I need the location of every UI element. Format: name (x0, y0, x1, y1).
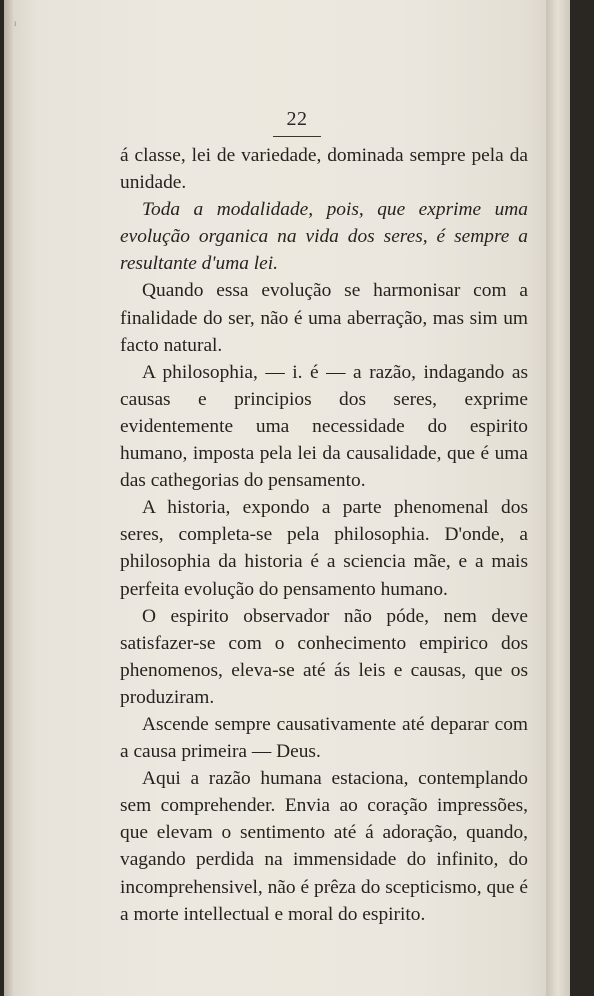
paragraph-4: A philosophia, — i. é — a razão, indagando as causas e principios dos seres, exprime evidentemente uma necessidade do espirito humano, imposta pela lei da causalidade, que é uma das cathegorias do pensamento. (120, 361, 528, 492)
paragraph-7: Ascende sempre causativamente até deparar com a causa primeira — Deus. (120, 713, 528, 763)
paragraph-8: Aqui a razão humana estaciona, contemplando sem comprehender. Envia ao coração impressões, que elevam o sentimento até á adoração, quando, vagando perdida na immensidade do infinito, do incomprehensivel, não é prêza do scepticismo, que é a morte intellectual e moral do espirito. (120, 768, 528, 925)
page-edge (546, 0, 570, 996)
paragraph-2-italic: Toda a modalidade, pois, que exprime uma evolução organica na vida dos seres, é sempre a resultante d'uma lei. (120, 199, 528, 275)
page-number-rule (273, 136, 321, 137)
gutter-shadow (4, 0, 14, 996)
corner-mark: ı (14, 18, 17, 28)
body-text (120, 142, 528, 928)
paragraph-3: Quando essa evolução se harmonisar com a finalidade do ser, não é uma aberração, mas sim um facto natural. (120, 280, 528, 356)
page-number: 22 (286, 108, 308, 130)
paragraph-6: O espirito observador não póde, nem deve satisfazer-se com o conhecimento empirico dos phenomenos, eleva-se até ás leis e causas, que os produziram. (120, 605, 528, 708)
paragraph-1: á classe, lei de variedade, dominada sempre pela da unidade. (120, 145, 528, 194)
paragraph-5: A historia, expondo a parte phenomenal dos seres, completa-se pela philosophia. D'onde, a philosophia da historia é a sciencia mãe, e a mais perfeita evolução do pensamento humano. (120, 497, 528, 600)
